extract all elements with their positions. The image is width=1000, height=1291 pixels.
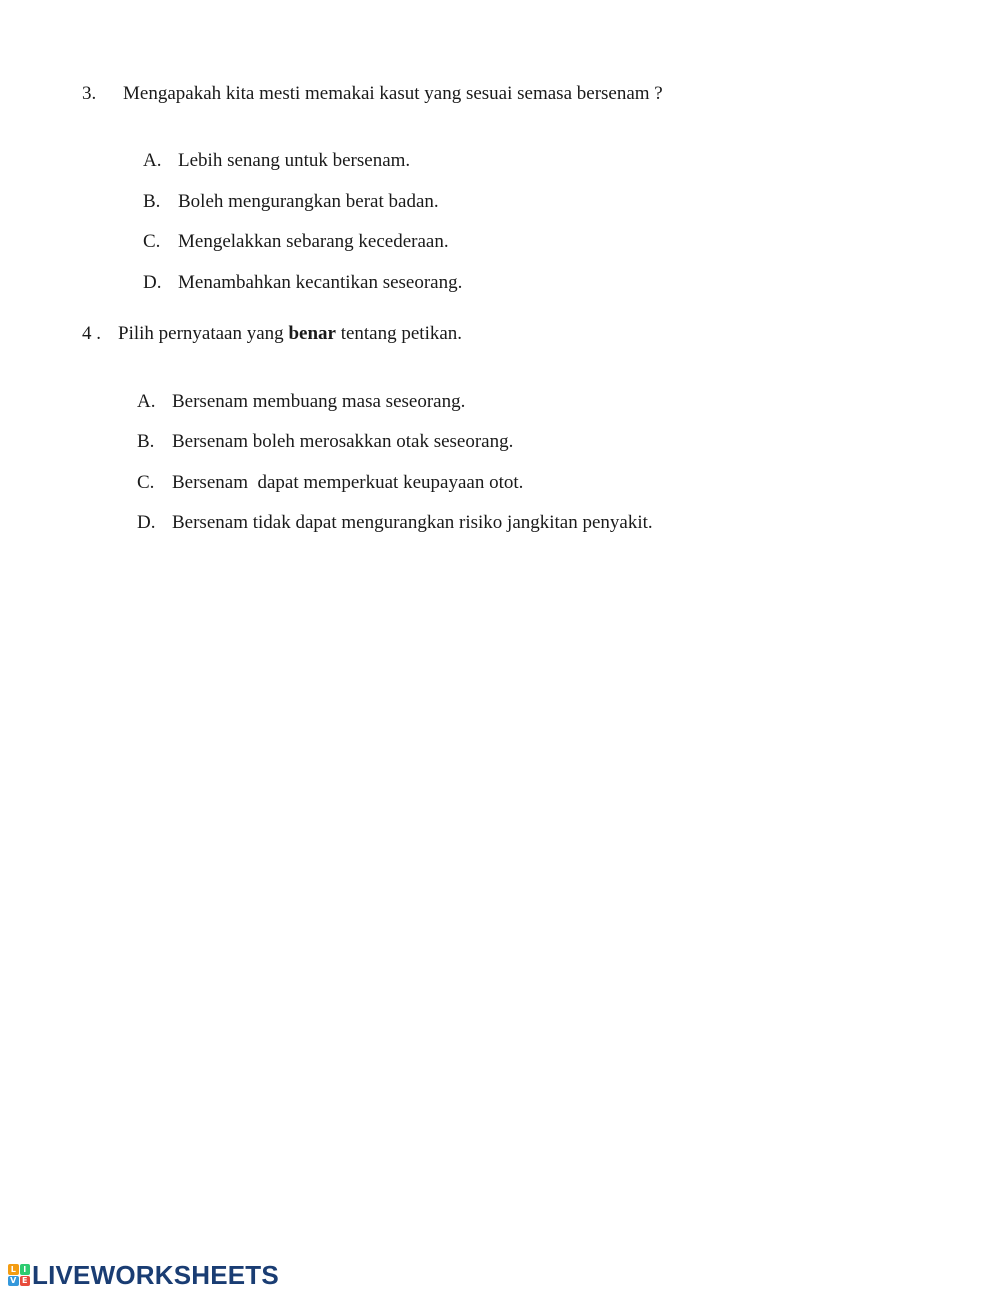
liveworksheets-brand	[8, 1260, 279, 1290]
option-d	[124, 247, 462, 319]
question-stem	[118, 322, 462, 346]
question-number: 4 .	[82, 323, 101, 344]
option-letter: A.	[143, 150, 162, 171]
logo-tile: E	[20, 1276, 31, 1287]
question-number: 3.	[82, 83, 97, 104]
logo-tile: I	[20, 1264, 31, 1275]
liveworksheets-logo-icon	[8, 1264, 30, 1286]
option-text: Bersenam membuang masa seseorang.	[172, 391, 466, 412]
logo-tile: L	[8, 1264, 19, 1275]
stem-text-after: tentang petikan.	[335, 323, 463, 344]
stem-text-bold: benar	[288, 323, 336, 344]
option-text: Boleh mengurangkan berat badan.	[178, 191, 439, 212]
option-text: Mengelakkan sebarang kecederaan.	[178, 231, 449, 252]
brand-text: LIVEWORKSHEETS	[32, 1259, 279, 1290]
option-text: Bersenam dapat memperkuat keupayaan otot.	[172, 472, 524, 493]
option-letter: B.	[143, 191, 161, 212]
option-letter: C.	[137, 472, 155, 493]
option-letter: C.	[143, 231, 161, 252]
question-stem: Mengapakah kita mesti memakai kasut yang sesuai semasa bersenam ?	[123, 83, 663, 104]
option-text: Menambahkan kecantikan seseorang.	[178, 272, 463, 293]
logo-tile: V	[8, 1276, 19, 1287]
option-letter: B.	[137, 431, 155, 452]
option-text: Bersenam tidak dapat mengurangkan risiko jangkitan penyakit.	[172, 512, 653, 533]
option-letter: D.	[143, 272, 162, 293]
option-d	[118, 487, 653, 559]
option-text: Lebih senang untuk bersenam.	[178, 150, 411, 171]
option-letter: A.	[137, 391, 156, 412]
option-letter: D.	[137, 512, 156, 533]
option-text: Bersenam boleh merosakkan otak seseorang.	[172, 431, 514, 452]
stem-text-before: Pilih pernyataan yang	[118, 323, 289, 344]
